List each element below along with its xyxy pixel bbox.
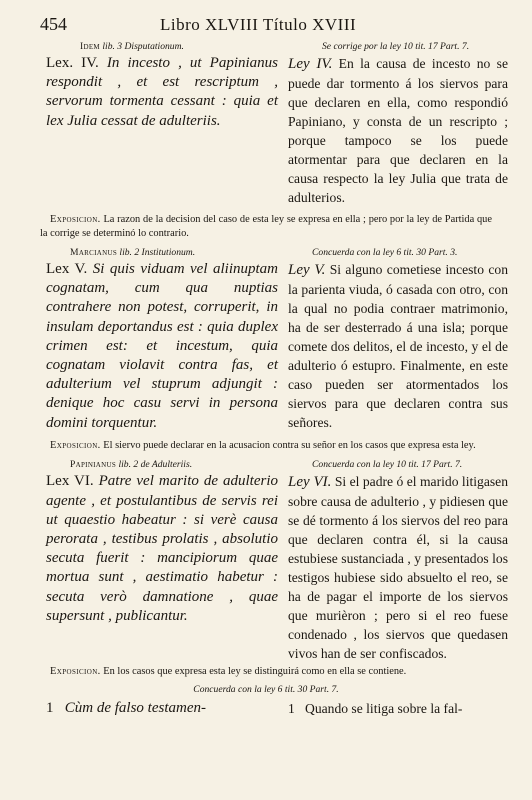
spanish-source: Concuerda con la ley 6 tit. 30 Part. 3. [312, 247, 458, 258]
lex7-body [40, 699, 492, 718]
spanish-source: Se corrige por la ley 10 tit. 17 Part. 7. [322, 41, 470, 52]
latin-source: Papinianus lib. 2 de Adulteriis. [70, 459, 193, 471]
lex6-sources [40, 458, 492, 472]
spanish-source: Concuerda con la ley 10 tit. 17 Part. 7. [312, 459, 463, 471]
exposition-label: Exposicion. [50, 666, 101, 678]
spanish-law-heading: Ley IV. [288, 56, 333, 72]
spanish-paragraph [288, 54, 508, 207]
latin-paragraph [40, 699, 278, 718]
running-title: Libro XLVIII Título XVIII [160, 15, 357, 34]
spanish-law-text: Si alguno cometiese incesto con la parienta viuda, ó casada con otro, con la qual no podia contraer matrimonio, ha de ser desterrado á una isla; porque comete dos delitos, el de incesto, y el de adulterio ó estupro. Finalmente, en este caso pueden ser atormentados los siervos para que declaren contra sus señores. [288, 262, 508, 430]
latin-law-heading: Lex VI. [46, 473, 94, 490]
lex4-body [40, 54, 509, 207]
exposition-text: La razon de la decision del caso de esta ley se expresa en ella ; pero por la ley de Partida que la corrige se determinó lo contrario. [40, 214, 492, 239]
latin-law-text: Patre vel marito de adulterio agente , et postulantibus de servis rei ut quaestio habeatur : si verè causa perorata , testibus prolatis , absolutio secuta fuerit : mancipiorum quae mortua sunt , aestimatio habetur : secuta verò damnatione , quae supersunt , publicantur. [46, 473, 278, 624]
exposition-label: Exposicion. [50, 214, 101, 225]
spanish-law-heading: Ley V. [288, 262, 326, 278]
latin-law-text: Si quis viduam vel aliinuptam cognatam, cum qua nuptias contrahere non potest, corruperit, in insulam deportandus est : quia duplex crimen est: et incestum, quia cognatam violavit contra fas, et adulterium vel stuprum adjungit : denique hoc casu servi in persona domini torquentur. [46, 261, 278, 431]
exposition [40, 439, 492, 453]
page-number: 454 [40, 14, 67, 34]
spanish-law-text: Si el padre ó el marido litigasen sobre causa de adulterio , y pidiesen que se dé tormento á los siervos del reo para que declaren contra él, si la causa estubiese sustanciada , y presentados los testigos hubiese sido absuelto el reo, se ha de pagar el importe de los siervos que murièron ; pero si el reo fuese condenado , los siervos que quedasen vivos han de ser confiscados. [288, 474, 508, 662]
latin-paragraph [40, 260, 278, 433]
latin-law-heading: Lex V. [46, 261, 88, 277]
latin-source: Marcianus lib. 2 Institutionum. [70, 247, 196, 258]
spanish-paragraph [288, 699, 508, 718]
lex5-body [40, 260, 508, 433]
spanish-clause-number: 1 [288, 700, 295, 716]
exposition-label: Exposicion. [50, 439, 101, 451]
exposition [40, 665, 492, 679]
exposition [40, 213, 492, 240]
latin-law-text: In incesto , ut Papinianus respondit , et est rescriptum , servorum tormenta cessant : quia et lex Julia cessat de adulteriis. [46, 55, 278, 129]
exposition-text: En los casos que expresa esta ley se distinguirá como en ella se contiene. [103, 666, 407, 678]
spanish-paragraph [288, 472, 508, 663]
spanish-law-text: Quando se litiga sobre la fal- [305, 700, 463, 716]
lex4-sources [40, 40, 492, 54]
spanish-paragraph [288, 260, 508, 433]
spanish-law-text: En la causa de incesto no se puede dar tormento á los siervos para que declaren en ella, como respondió Papiniano, y consta de un rescripto ; porque tampoco se los puede atormentar para que declaren en la causa respecto la ley Julia que trata de adulterios. [288, 56, 509, 205]
latin-paragraph [40, 472, 278, 663]
latin-law-heading: Lex. IV. [46, 55, 99, 71]
exposition-text: El siervo puede declarar en la acusacion contra su señor en los casos que expresa esta ley. [103, 439, 476, 451]
page-header [40, 14, 492, 38]
spanish-law-heading: Ley VI. [288, 474, 332, 491]
latin-source: Idem lib. 3 Disputationum. [80, 41, 184, 52]
latin-clause-number: 1 [46, 699, 54, 716]
latin-paragraph [40, 54, 278, 207]
lex5-sources [40, 246, 492, 260]
latin-law-text: Cùm de falso testamen- [64, 699, 206, 716]
lex6-body [40, 472, 508, 663]
concordance-source: Concuerda con la ley 6 tit. 30 Part. 7. [193, 683, 339, 695]
